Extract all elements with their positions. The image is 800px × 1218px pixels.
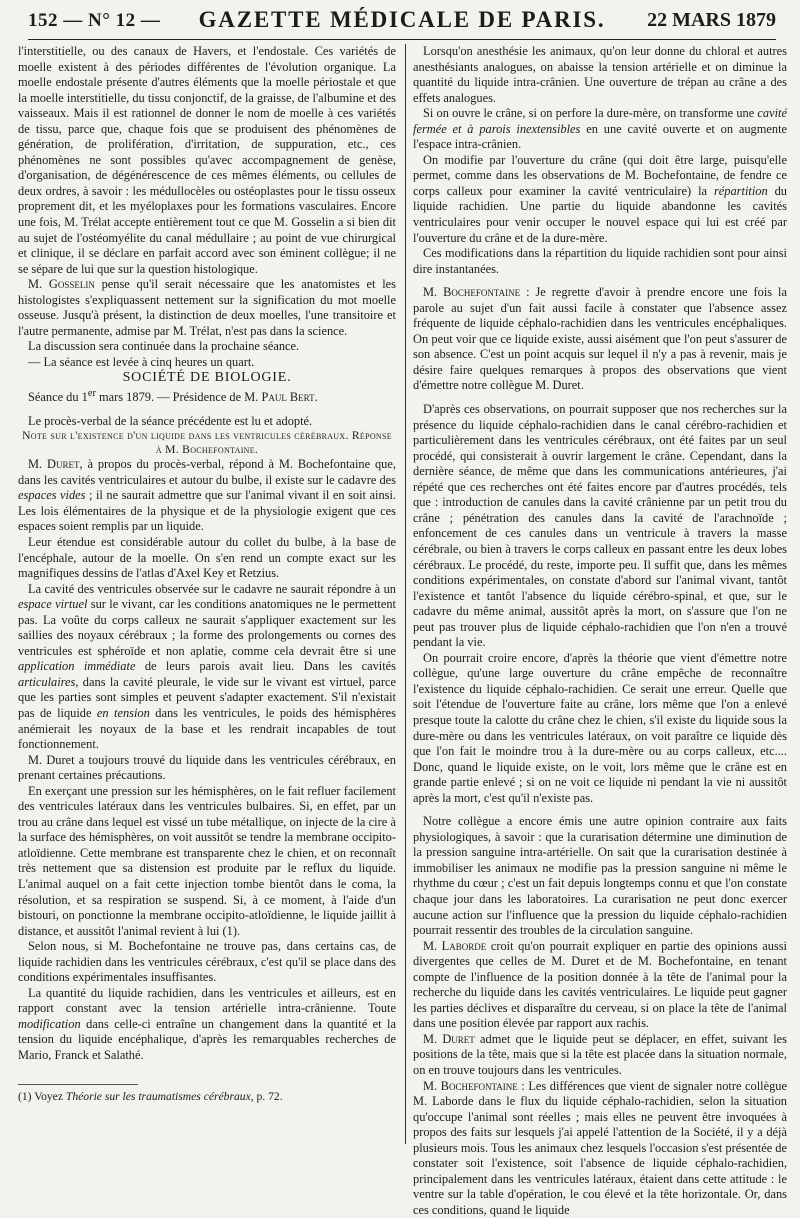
paragraph-text: admet que le liquide peut se déplacer, en effet, suivant les positions de la tête, mais que si la tête est placée dans la situation normale, on en trouve toujours dans les ventricules. xyxy=(413,1031,787,1077)
seance-superscript: er xyxy=(87,388,96,400)
emphasis: cavité fermée et à parois inextensibles xyxy=(413,106,787,136)
paragraph-text: ; il ne saurait admettre que sur l'animal vivant il en soit ainsi. Les lois élémentaires de la physique et de la physiologie exigent que ces espaces soient remplis par un liquide. xyxy=(18,488,396,534)
paragraph xyxy=(413,939,787,1032)
paragraph: l'interstitielle, ou des canaux de Havers, et l'endostale. Ces variétés de moelle existent à des périodes différentes de l'évolution organique. La moelle endostale présente d'autres éléments que la moelle périostale et que la moelle interstitielle, du tissu conjonctif, de la graisse, de l'albumine et des vaisseaux. Mais il est rationnel de donner le nom de moelle à ces variétés de tissu, parce que, chaque fois que se produisent des phénomènes de génération, de prolifération, d'irritation, de suppuration, etc., ces phénomènes ne sont possibles qu'avec accompagnement de genèse, d'organisation, de dégénérescence de ces mêmes éléments, ou cellules de deux ordres, à savoir : les médullocèles ou ostéoplastes pour le tissu osseux proprement dit, et les myéloplaxes pour les formations vasculaires. Encore une fois, M. Trélat accepte entièrement tout ce que M. Gosselin a si bien dit au sujet de l'ostéomyélite du canal médullaire ; au point de vue chirurgical et clinique, il se déclare en parfait accord avec son éminent collègue; il ne se sépare de lui que sur la question histologique. xyxy=(18,44,396,276)
paragraph-text: , dans la cavité pleurale, le vide sur le vivant est virtuel, parce que les parties sont simples et peuvent s'adapter exactement. S'il n'existait pas de liquide xyxy=(18,674,396,720)
note-title: Note sur l'existence d'un liquide dans les ventricules cérébraux. Réponse à M. Bochefontaine. xyxy=(22,429,392,457)
seance-text: Séance du 1 xyxy=(28,390,88,405)
paragraph: — La séance est levée à cinq heures un quart. xyxy=(28,354,255,369)
paragraph-text: dans celle-ci entraîne un changement dans la quantité et la tension du liquide encéphalique, d'après les remarquables recherches de Mario, Franck et Salathé. xyxy=(18,1016,396,1063)
paragraph-text: , à propos du procès-verbal, répond à M. Bochefontaine que, dans les cavités ventriculaires et autour du bulbe, il existe sur le cadavre des xyxy=(18,457,396,487)
paragraph-text: sur le vivant, car les conditions anatomiques ne le permettent pas. La voûte du corps calleux ne saurait s'appliquer exactement sur les saillies des noyaux cérébraux ; la forme des prolongements ou cornes des ventricules est sphéroïde et non aplatie, comme cela devrait être si une xyxy=(18,597,396,658)
paragraph-text: On modifie par l'ouverture du crâne (qui doit être large, puisqu'elle permet, comme dans les observations de M. Bochefontaine, de fendre ce corps calleux pour examiner la cavité ventriculaire) la xyxy=(413,152,787,198)
paragraph: Le procès-verbal de la séance précédente est lu et adopté. xyxy=(28,413,313,428)
president-name: Paul Bert. xyxy=(261,390,318,405)
column-divider xyxy=(405,44,406,1144)
emphasis: modification xyxy=(18,1016,81,1031)
paragraph xyxy=(18,986,396,1064)
paragraph: Lorsqu'on anesthésie les animaux, qu'on leur donne du chloral et autres anesthésiants analogues, on abaisse la tension artérielle et on diminue la quantité du liquide intra-crânien. Une ouverture de trépan au crâne a des effets analogues. xyxy=(413,44,787,105)
issue-date: 22 MARS 1879 xyxy=(647,9,776,31)
paragraph-text: croit qu'on pourrait expliquer en partie des opinions aussi divergentes que celles de M. Duret et de M. Bochefontaine, en tenant compte de l'influence de la position donnée à la tête de l'animal pour la recherche du liquide dans les cavités ventriculaires. Le liquide peut gagner les parties déclives et disparaître du cerveau, si on place la tête de l'animal dans une position élevée par rapport aux rachis. xyxy=(413,938,787,1031)
paragraph: En exerçant une pression sur les hémisphères, on le fait refluer facilement des ventricules latéraux dans les ventricules bulbaires. Si, en effet, par un trou au crâne dans lequel est vissé un tube métallique, on injecte de la cire à la surface des hémisphères, on voit aussitôt se tendre la membrane occipito-atloïdienne. Cette membrane est transparente chez le chien, et on reconnaît très nettement que sa distension est produite par le reflux du liquide. L'animal auquel on a fait cette injection tombe bientôt dans le coma, la résolution, et sa respiration se suspend. Si, à ce moment, à l'aide d'un bistouri, on ponctionne la membrane occipito-atloïdienne, le liquide jaillit à distance, et aussitôt l'animal revient à lui (1). xyxy=(18,783,396,938)
paragraph-text: Si on ouvre le crâne, si on perfore la dure-mère, on transforme une xyxy=(423,106,758,121)
journal-title: GAZETTE MÉDICALE DE PARIS. xyxy=(198,7,606,32)
footnote-text: , p. 72. xyxy=(250,1089,283,1103)
section-title: SOCIÉTÉ DE BIOLOGIE. xyxy=(122,370,292,386)
paragraph: Leur étendue est considérable autour du collet du bulbe, à la base de l'encéphale, autour de la moelle. On s'en rend un compte exact sur les magnifiques dessins de l'atlas d'Axel Key et Retzius. xyxy=(18,534,396,581)
paragraph xyxy=(413,153,787,246)
paragraph xyxy=(413,106,787,153)
paragraph xyxy=(18,277,396,339)
paragraph-text: de leurs parois avait lieu. Dans les cavités xyxy=(135,659,397,674)
emphasis: en tension xyxy=(96,706,150,720)
paragraph: Ces modifications dans la répartition du liquide rachidien sont pour ainsi dire instantanées. xyxy=(413,246,787,276)
paragraph: D'après ces observations, on pourrait supposer que nos recherches sur la présence du liquide céphalo-rachidien dans le canal cérébro-rachidien et particulièrement dans les ventricules cérébraux, ont été faites par un seul procédé, qui consisterait à ouvrir largement le crâne. Cependant, dans la dernière séance, de même que dans les communications antérieures, j'ai répété que ces recherches ont été faites encore par d'autres procédés, tels que : introduction de canules dans la cavité crânienne par un petit trou du crâne ; pénétration des canules dans la cavité de l'arachnoïde ; enfoncement de ces canules dans un ventricule à travers la masse cérébrale, ou bien à travers le corps calleux en passant entre les deux lobes cérébraux. Le procédé, du reste, importe peu. Il suffit que, dans les mêmes conditions expérimentales, on constate d'abord sur l'animal vivant, tantôt l'existence et tantôt l'absence du liquide cérébro-spinal, et que, sur le cadavre du même animal, aussitôt après la mort, on s'assure que l'on ne peut pas trouver plus de liquide céphalo-rachidien que l'on n'en a trouvé pendant la vie. xyxy=(413,402,787,650)
speaker-name: M. Gosselin xyxy=(28,277,95,292)
emphasis: application immédiate xyxy=(18,659,136,674)
paragraph xyxy=(413,1032,787,1079)
page-number: 152 — N° 12 — xyxy=(28,10,161,31)
paragraph-text: dans les ventricules, le poids des hémisphères anémierait les noyaux de la base et les rendrait incapables de tout fonctionnement. xyxy=(18,706,396,752)
paragraph-text: : Je regrette d'avoir à prendre encore une fois la parole au sujet d'un fait aussi facile à constater que l'absence assez fréquente de liquide céphalo-rachidien dans les ventricules encéphaliques. On peut voir que ce liquide existe, aussi aisément que l'on peut s'assurer de son absence. C'est un point acquis sur lequel il n'y a pas à revenir, mais je désire faire quelques remarques à propos des observations que vient d'émettre notre collègue M. Duret. xyxy=(413,285,787,393)
speaker-name: M. Duret xyxy=(28,457,80,472)
paragraph: Notre collègue a encore émis une autre opinion contraire aux faits physiologiques, à savoir : que la curarisation détermine une diminution de la pression sanguine intra-artérielle. On sait que la curarisation destinée à immobiliser les animaux ne modifie pas la pression sanguine ni même le rhythme du cœur ; c'est un fait depuis longtemps connu et que l'on constate chaque jour dans les laboratoires. La curarisation ne peut donc exercer aucune action sur l'influence que la pression du liquide céphalo-rachidien pourrait ressentir des troubles de la circulation sanguine. xyxy=(413,814,787,938)
paragraph-text: La cavité des ventricules observée sur le cadavre ne saurait répondre à un xyxy=(28,581,396,596)
left-column xyxy=(18,44,396,1144)
page-header xyxy=(28,6,776,36)
emphasis: articulaires xyxy=(18,674,76,689)
paragraph: M. Duret a toujours trouvé du liquide dans les ventricules cérébraux, en prenant certaines précautions. xyxy=(18,752,396,783)
paragraph xyxy=(18,457,396,535)
speaker-name: M. Duret xyxy=(423,1031,475,1046)
speaker-name: M. Bochefontaine xyxy=(423,1078,518,1093)
seance-line xyxy=(18,386,396,406)
emphasis: Théorie sur les traumatismes cérébraux xyxy=(65,1089,251,1103)
paragraph-text: La quantité du liquide rachidien, dans les ventricules et ailleurs, est en rapport constant avec la tension artérielle intra-crânienne. Toute xyxy=(18,985,396,1016)
emphasis: espaces vides xyxy=(18,488,86,503)
paragraph: Selon nous, si M. Bochefontaine ne trouve pas, dans certains cas, de liquide rachidien dans les ventricules cérébraux, c'est qu'il se place dans des conditions expérimentales insuffisantes. xyxy=(18,939,396,985)
paragraph: La discussion sera continuée dans la prochaine séance. xyxy=(28,339,300,354)
speaker-name: M. Laborde xyxy=(423,938,487,953)
paragraph: On pourrait croire encore, d'après la théorie que vient d'émettre notre collègue, qu'une large ouverture du crâne empêche de reconnaître l'existence du liquide céphalo-rachidien. Ce serait une erreur. Quelle que soit l'étendue de l'ouverture faite au crâne, lors même que l'on a enlevé presque toute la calotte du crâne chez le chien, s'il existe du liquide sous la dure-mère ou dans les ventricules latéraux, on voit paraître ce liquide dès que l'on fait le moindre trou à la dure-mère ou au corps calleux, etc.... Donc, quand le liquide existe, on le voit, lors même que le crâne est en grande partie enlevé ; si on ne voit ce liquide ni pendant la vie ni aussitôt après la mort, c'est qu'il n'existe pas. xyxy=(413,650,787,805)
paragraph-text: pense qu'il serait nécessaire que les anatomistes et les histologistes s'expliquassent nettement sur la signification du mot moelle osseuse. Jusqu'à présent, la distinction de deux moelles, l'une transitoire et l'autre permanente, admise par M. Trélat, n'est pas dans la science. xyxy=(18,277,396,338)
paragraph xyxy=(413,285,787,394)
emphasis: répartition xyxy=(713,183,768,198)
seance-text: mars 1879. — Présidence de M. xyxy=(95,390,262,405)
paragraph-text: en une cavité ouverte et on augmente l'espace intra-crânien. xyxy=(413,121,788,152)
right-column xyxy=(413,44,788,1217)
header-rule xyxy=(28,39,776,40)
footnote xyxy=(18,1089,396,1105)
footnote-text: (1) Voyez xyxy=(18,1089,66,1103)
paragraph xyxy=(413,1079,787,1218)
speaker-name: M. Bochefontaine xyxy=(423,285,521,300)
footnote-rule xyxy=(18,1084,138,1085)
paragraph xyxy=(18,582,396,753)
paragraph-text: : Les différences que vient de signaler notre collègue M. Laborde dans le flux du liquide céphalo-rachidien, selon la situation qu'occupe l'animal sont réelles ; mais elles ne peuvent être invoquées à propos des faits sur lesquels j'ai appelé l'attention de la Société, il y a déjà plusieurs mois. Tous les animaux chez lesquels l'occasion s'est présentée de constater soit l'existence, soit l'absence de liquide céphalo-rachidien, principalement dans les ventricules latéraux, étaient dans cette attitude : le ventre sur la table d'opération, le cou élevé et la tête horizontale. Or, dans ces conditions, quand le liquide xyxy=(413,1078,787,1217)
emphasis: espace virtuel xyxy=(18,597,88,612)
paragraph-text: du liquide rachidien. Une partie du liquide abandonne les cavités ventriculaires pour venir occuper le nouvel espace qui lui est créé par l'ouverture du crâne et de la dure-mère. xyxy=(413,183,787,245)
